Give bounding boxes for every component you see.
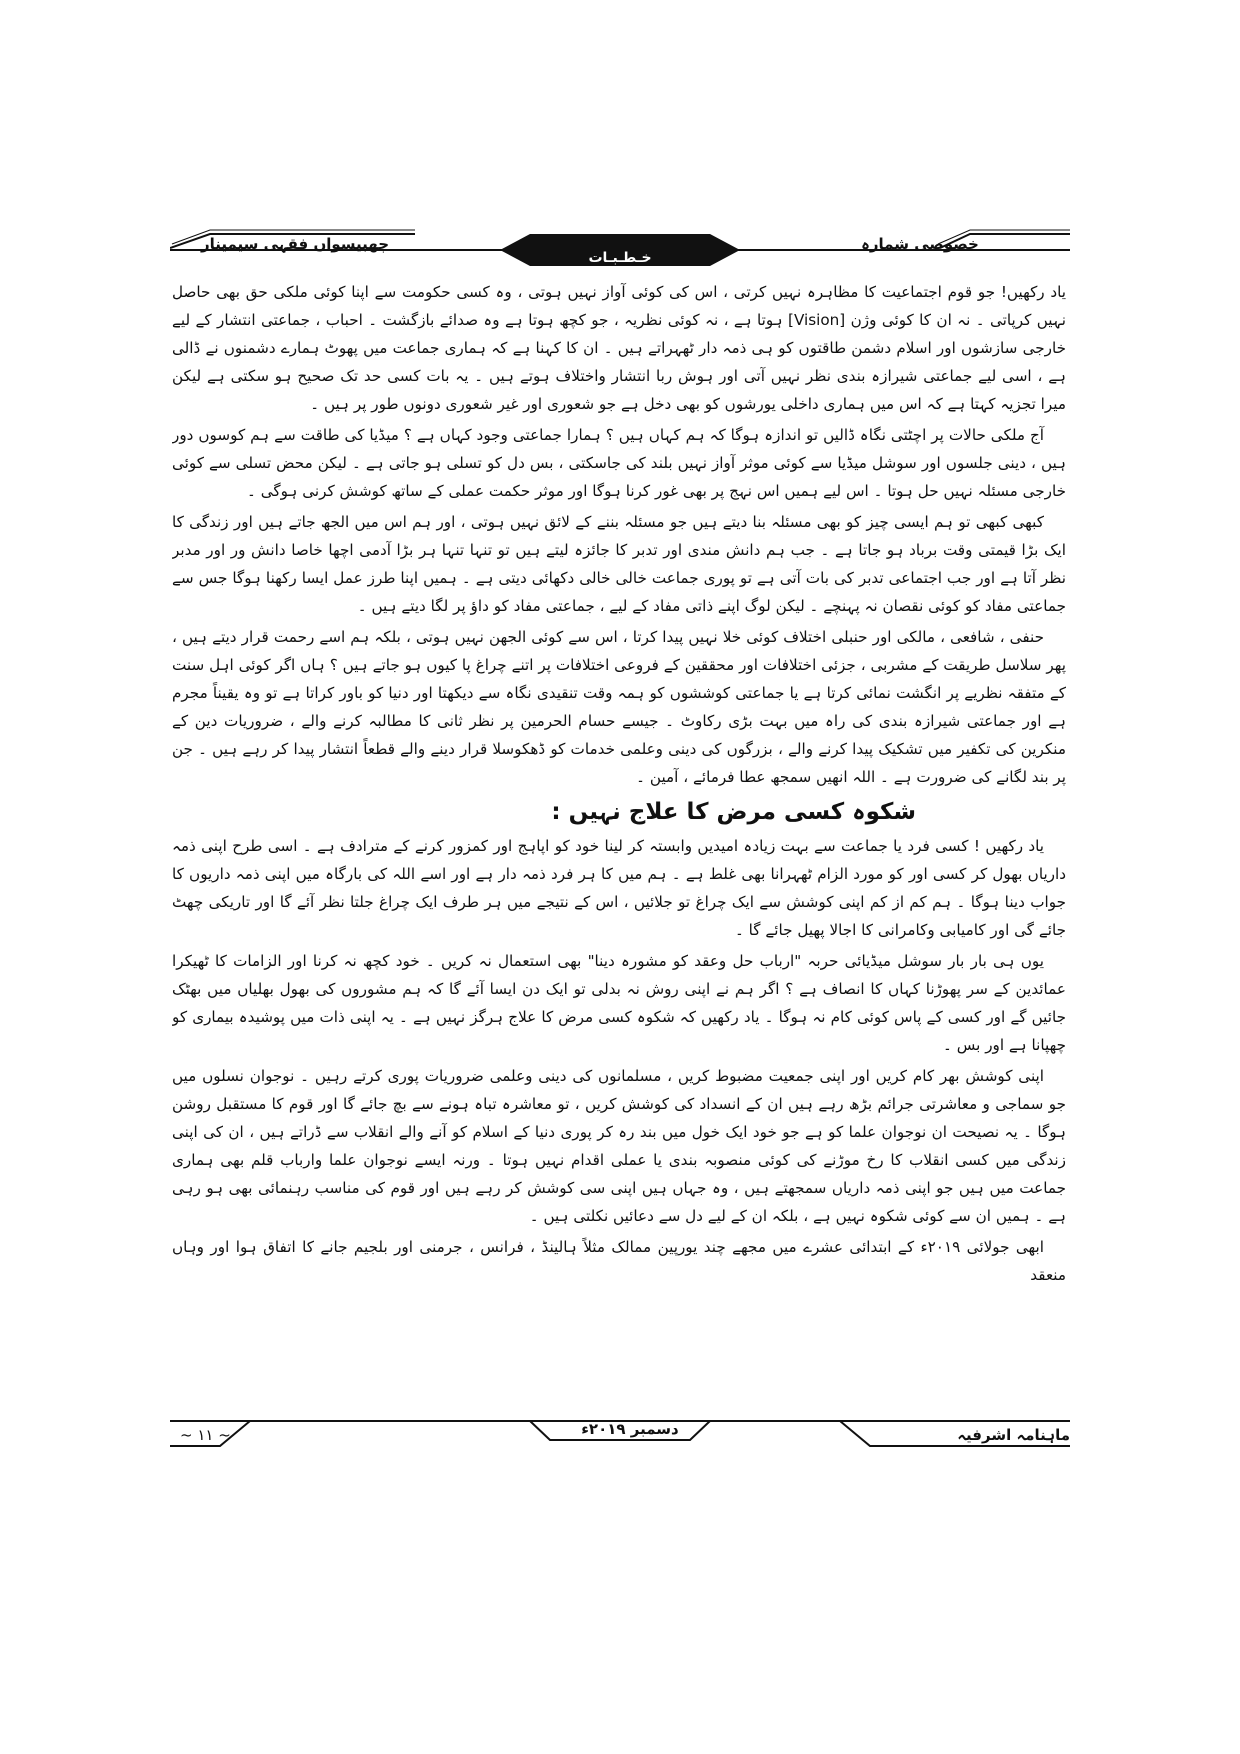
paragraph: کبھی کبھی تو ہم ایسی چیز کو بھی مسئلہ بنا دیتے ہیں جو مسئلہ بننے کے لائق نہیں ہوتی ، اور ہم اس میں الجھ جاتے ہیں اور زندگی کا ایک بڑا قیمتی وقت برباد ہو جاتا ہے ۔ جب ہم دانش مندی اور تدبر کا جائزہ لیتے ہیں تو تنہا تنہا ہر بڑا آدمی اچھا خاصا دانش ور اور مدبر نظر آتا ہے اور جب اجتماعی تدبر کی بات آتی ہے تو پوری جماعت خالی خالی دکھائی دیتی ہے ۔ ہمیں اپنا طرز عمل ایسا رکھنا ہوگا جس سے جماعتی مفاد کو کوئی نقصان نہ پہنچے ۔ لیکن لوگ اپنے ذاتی مفاد کے لیے ، جماعتی مفاد کو داؤ پر لگا دیتے ہیں ۔ — [172, 513, 1066, 615]
footer-magazine-name: ماہنامہ اشرفیہ — [957, 1426, 1070, 1444]
header-seminar-label: چھبیسواں فقہی سیمینار — [200, 235, 390, 253]
footer-page-number: ~ ١١ ~ — [180, 1426, 231, 1444]
article-body — [172, 278, 1066, 1418]
header-section-label: خـطـبـات — [588, 250, 652, 266]
paragraph: اپنی کوشش بھر کام کریں اور اپنی جمعیت مضبوط کریں ، مسلمانوں کی دینی وعلمی ضروریات پوری کرتے رہیں ۔ نوجوان نسلوں میں جو سماجی و معاشرتی جرائم بڑھ رہے ہیں ان کے انسداد کی کوشش کریں ، تو معاشرہ تباہ ہونے سے بچ جائے گا اور قوم کا مستقبل روشن ہوگا ۔ یہ نصیحت ان نوجوان علما کو ہے جو خود ایک خول میں بند رہ کر پوری دنیا کے اسلام کو آنے والے انقلاب سے ڈراتے ہیں ، ان کی اپنی زندگی میں کسی انقلاب کا رخ موڑنے کی کوئی منصوبہ بندی یا عملی اقدام نہیں ہوتا ۔ ورنہ ایسے نوجوان علما وارباب قلم بھی ہماری جماعت میں ہیں جو اپنی ذمہ داریاں سمجھتے ہیں ، وہ جہاں ہیں اپنی سی کوشش کر رہے ہیں اور قوم کی مناسب رہنمائی بھی ہو رہی ہے ۔ ہمیں ان سے کوئی شکوہ نہیں ہے ، بلکہ ان کے لیے دل سے دعائیں نکلتی ہیں ۔ — [172, 1067, 1066, 1225]
paragraph: یاد رکھیں ! کسی فرد یا جماعت سے بہت زیادہ امیدیں وابستہ کر لینا خود کو اپاہج اور کمزور کرنے کے مترادف ہے ۔ اسی طرح اپنی ذمہ داریاں بھول کر کسی اور کو مورد الزام ٹھہرانا بھی غلط ہے ۔ ہم میں کا ہر فرد ذمہ دار ہے اور اسے اللہ کی بارگاہ میں اپنی ذمہ داریوں کا جواب دینا ہوگا ۔ ہم کم از کم اپنی کوشش سے ایک چراغ تو جلائیں ، اس کے نتیجے میں ہر طرف ایک چراغ جلتا نظر آئے گا اور تاریکی چھٹ جائے گی اور کامیابی وکامرانی کا اجالا پھیل جائے گا ۔ — [172, 837, 1066, 939]
paragraph: یاد رکھیں! جو قوم اجتماعیت کا مظاہرہ نہیں کرتی ، اس کی کوئی آواز نہیں ہوتی ، وہ کسی حکومت سے اپنا کوئی ملکی حق بھی حاصل نہیں کرپاتی ۔ نہ ان کا کوئی وژن [Vision] ہوتا ہے ، نہ کوئی نظریہ ، جو کچھ ہوتا ہے وہ صدائے بازگشت ۔ احباب ، جماعتی انتشار کے لیے خارجی سازشوں اور اسلام دشمن طاقتوں کو ہی ذمہ دار ٹھہراتے ہیں ۔ ان کا کہنا ہے کہ ہماری جماعت میں پھوٹ ہمارے دشمنوں نے ڈالی ہے ، اسی لیے جماعتی شیرازہ بندی نظر نہیں آتی اور ہوش ربا انتشار واختلاف ہوتے ہیں ۔ یہ بات کسی حد تک صحیح ہو سکتی ہے لیکن میرا تجزیہ کہتا ہے کہ اس میں ہماری داخلی یورشوں کو بھی دخل ہے جو شعوری اور غیر شعوری دونوں طور پر ہیں ۔ — [172, 283, 1066, 413]
paragraph: آج ملکی حالات پر اچٹتی نگاہ ڈالیں تو اندازہ ہوگا کہ ہم کہاں ہیں ؟ ہمارا جماعتی وجود کہاں ہے ؟ میڈیا کی طاقت سے ہم کوسوں دور ہیں ، دینی جلسوں اور سوشل میڈیا سے کوئی موثر آواز نہیں بلند کی جاسکتی ، بس دل کو تسلی ہو جاتی ہے ۔ لیکن محض تسلی سے کوئی خارجی مسئلہ نہیں حل ہوتا ۔ اس لیے ہمیں اس نہج پر بھی غور کرنا ہوگا اور موثر حکمت عملی کے ساتھ کوشش کرنی ہوگی ۔ — [172, 426, 1066, 500]
section-heading: شکوہ کسی مرض کا علاج نہیں : — [551, 799, 916, 825]
paragraph: حنفی ، شافعی ، مالکی اور حنبلی اختلاف کوئی خلا نہیں پیدا کرتا ، اس سے کوئی الجھن نہیں ہوتی ، بلکہ ہم اسے رحمت قرار دیتے ہیں ، پھر سلاسل طریقت کے مشربی ، جزئی اختلافات اور محققین کے فروعی اختلافات پر اتنے چراغ پا کیوں ہو جاتے ہیں ؟ ہاں اگر کوئی اہل سنت کے متفقہ نظریے پر انگشت نمائی کرتا ہے یا جماعتی کوششوں کو ہمہ وقت تنقیدی نگاہ سے دیکھتا اور دنیا کو باور کراتا ہے تو وہ یقیناً مجرم ہے اور جماعتی شیرازہ بندی کی راہ میں بہت بڑی رکاوٹ ۔ جیسے حسام الحرمین پر نظر ثانی کا مطالبہ کرنے والے ، ضروریات دین کے منکرین کی تکفیر میں تشکیک پیدا کرنے والے ، بزرگوں کی دینی وعلمی خدمات کو ڈھکوسلا قرار دینے والے قطعاً انتشار پیدا کر رہے ہیں ۔ جن پر بند لگانے کی ضرورت ہے ۔ اللہ انھیں سمجھ عطا فرمائے ، آمین ۔ — [172, 628, 1066, 786]
footer-issue-date: دسمبر ۲۰۱۹ء — [581, 1420, 679, 1438]
paragraph: یوں ہی بار بار سوشل میڈیائی حربہ "ارباب حل وعقد کو مشورہ دینا" بھی استعمال نہ کریں ۔ خود کچھ نہ کرنا اور الزامات کا ٹھیکرا عمائدین کے سر پھوڑنا کہاں کا انصاف ہے ؟ اگر ہم نے اپنی روش نہ بدلی تو ایک دن ایسا آئے گا کہ ہم مشوروں کی بھول بھلیاں میں بھٹک جائیں گے اور کسی کے پاس کوئی کام نہ ہوگا ۔ یاد رکھیں کہ شکوہ کسی مرض کا علاج ہرگز نہیں ہے ۔ یہ اپنی ذات میں پوشیدہ بیماری کو چھپانا ہے اور بس ۔ — [172, 952, 1066, 1054]
paragraph: ابھی جولائی ۲۰۱۹ء کے ابتدائی عشرے میں مجھے چند یورپین ممالک مثلاً ہالینڈ ، فرانس ، جرمنی اور بلجیم جانے کا اتفاق ہوا اور وہاں منعقد — [172, 1238, 1066, 1284]
header-issue-label: خصوصی شمارہ — [861, 235, 979, 253]
